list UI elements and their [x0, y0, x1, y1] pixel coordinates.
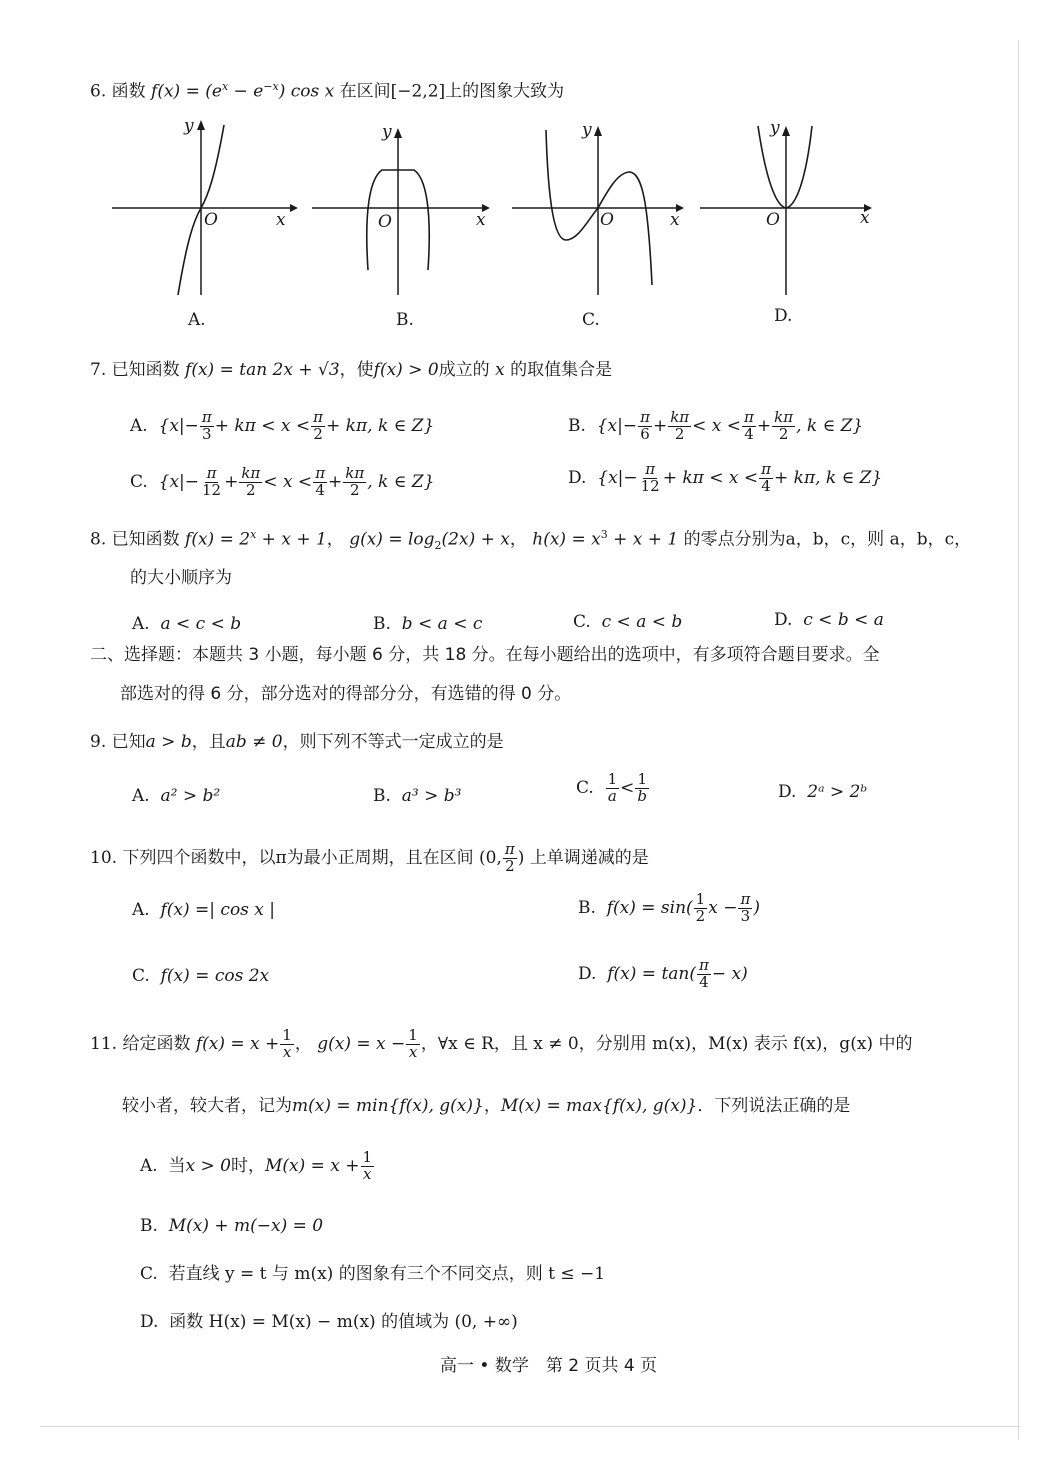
question-7-option-a: A. {x|− $\frac{\pi}{3}$ + kπ < x < $\frac{\pi}{2}$ + kπ, k ∈ Z}: [130, 408, 435, 443]
option-b-label: B.: [396, 310, 414, 330]
question-9-option-b: B. a³ > b³: [373, 786, 462, 806]
question-11-option-b: B. M(x) + m(−x) = 0: [140, 1216, 324, 1236]
question-7-stem: 7. 已知函数 f(x) = tan 2x + √3，使f(x) > 0成立的 x 的取值集合是: [90, 360, 613, 380]
graph-option-d: [700, 118, 880, 326]
question-11-stem-line2: 较小者，较大者，记为m(x) = min{f(x), g(x)}，M(x) = max{f(x), g(x)}．下列说法正确的是: [122, 1096, 851, 1116]
graph-option-a: [112, 116, 292, 330]
graph-option-b: [312, 120, 492, 330]
graph-d-svg: [700, 120, 880, 300]
graph-option-c: [512, 120, 692, 330]
origin-label: O: [204, 210, 218, 230]
question-9-option-a: A. a² > b²: [132, 786, 221, 806]
x-axis-label: x: [860, 208, 870, 228]
page-bottom-edge: [40, 1426, 1020, 1427]
question-7-option-c: C. {x|− $\frac{\pi}{12}$ + $\frac{k\pi}{2}$ < x < $\frac{\pi}{4}$ + $\frac{k\pi}{2}$ , k ∈ Z}: [130, 464, 435, 499]
question-7-option-b: B. {x|− $\frac{\pi}{6}$ + $\frac{k\pi}{2}$ < x < $\frac{\pi}{4}$ + $\frac{k\pi}{2}$ , k ∈ Z}: [568, 408, 864, 443]
question-8-option-d: D. c < b < a: [774, 610, 884, 630]
question-8-option-c: C. c < a < b: [573, 612, 683, 632]
question-10-option-d: D. f(x) = tan( $\frac{\pi}{4}$ − x): [578, 956, 748, 991]
question-7-option-d: D. {x|− $\frac{\pi}{12}$ + kπ < x < $\frac{\pi}{4}$ + kπ, k ∈ Z}: [568, 460, 883, 495]
y-axis-label: y: [582, 120, 592, 140]
y-axis-label: y: [184, 116, 194, 136]
origin-label: O: [378, 212, 392, 232]
question-8-option-b: B. b < a < c: [373, 614, 483, 634]
question-11-stem: 11. 给定函数 f(x) = x + $\frac{1}{x}$ ， g(x) = x − $\frac{1}{x}$ ，∀x ∈ R，且 x ≠ 0，分别用 m(x)，M(x) 表示 f(x)，g(x) 中的: [90, 1026, 913, 1061]
question-9-option-c: C. $\frac{1}{a}$ < $\frac{1}{b}$: [576, 770, 648, 805]
question-8-stem: 8. 已知函数 $f(x) = 2^x + x + 1$， $g(x) = \log_2(2x) + x$， $h(x) = x^3 + x + 1$ 的零点分别为a，b，c，则 a，b，c，: [90, 528, 972, 553]
y-axis-label: y: [382, 122, 392, 142]
question-11-option-a: A. 当x > 0时，M(x) = x + $\frac{1}{x}$: [140, 1148, 373, 1183]
x-axis-label: x: [476, 210, 486, 230]
graph-a-svg: [112, 120, 292, 300]
x-axis-label: x: [670, 210, 680, 230]
section-2-heading-line2: 部选对的得 6 分，部分选对的得部分分，有选错的得 0 分。: [120, 684, 572, 704]
option-a-label: A.: [188, 310, 206, 330]
question-10-stem: 10. 下列四个函数中，以π为最小正周期，且在区间 (0, $\frac{\pi}{2}$ ) 上单调递减的是: [90, 840, 649, 875]
graph-b-svg: [312, 120, 492, 300]
question-10-option-c: C. f(x) = cos 2x: [132, 966, 270, 986]
question-9-option-d: D. 2ᵃ > 2ᵇ: [778, 782, 868, 802]
option-c-label: C.: [582, 310, 600, 330]
question-10-option-a: A. f(x) =| cos x |: [132, 900, 276, 920]
question-11-option-d: D. 函数 H(x) = M(x) − m(x) 的值域为 (0, +∞): [140, 1312, 518, 1332]
question-9-stem: 9. 已知a > b，且ab ≠ 0，则下列不等式一定成立的是: [90, 732, 504, 752]
question-11-option-c: C. 若直线 y = t 与 m(x) 的图象有三个不同交点，则 t ≤ −1: [140, 1264, 606, 1284]
page-right-edge: [1018, 40, 1019, 1440]
question-6-stem: 6. 函数 $f(x) = (e^x - e^{-x})$ cos x 在区间[−2,2]上的图象大致为: [90, 80, 565, 102]
question-10-option-b: B. f(x) = sin( $\frac{1}{2}$ x − $\frac{\pi}{3}$ ): [578, 890, 760, 925]
origin-label: O: [600, 210, 614, 230]
origin-label: O: [766, 210, 780, 230]
x-axis-label: x: [276, 210, 286, 230]
question-number: 6.: [90, 81, 107, 102]
question-8-option-a: A. a < c < b: [132, 614, 242, 634]
option-d-label: D.: [774, 306, 793, 326]
page-footer: 高一 • 数学 第 2 页共 4 页: [440, 1356, 658, 1376]
section-2-heading: 二、选择题：本题共 3 小题，每小题 6 分，共 18 分。在每小题给出的选项中，有多项符合题目要求。全: [90, 645, 880, 665]
y-axis-label: y: [770, 118, 780, 138]
question-8-stem-line2: 的大小顺序为: [130, 568, 232, 588]
